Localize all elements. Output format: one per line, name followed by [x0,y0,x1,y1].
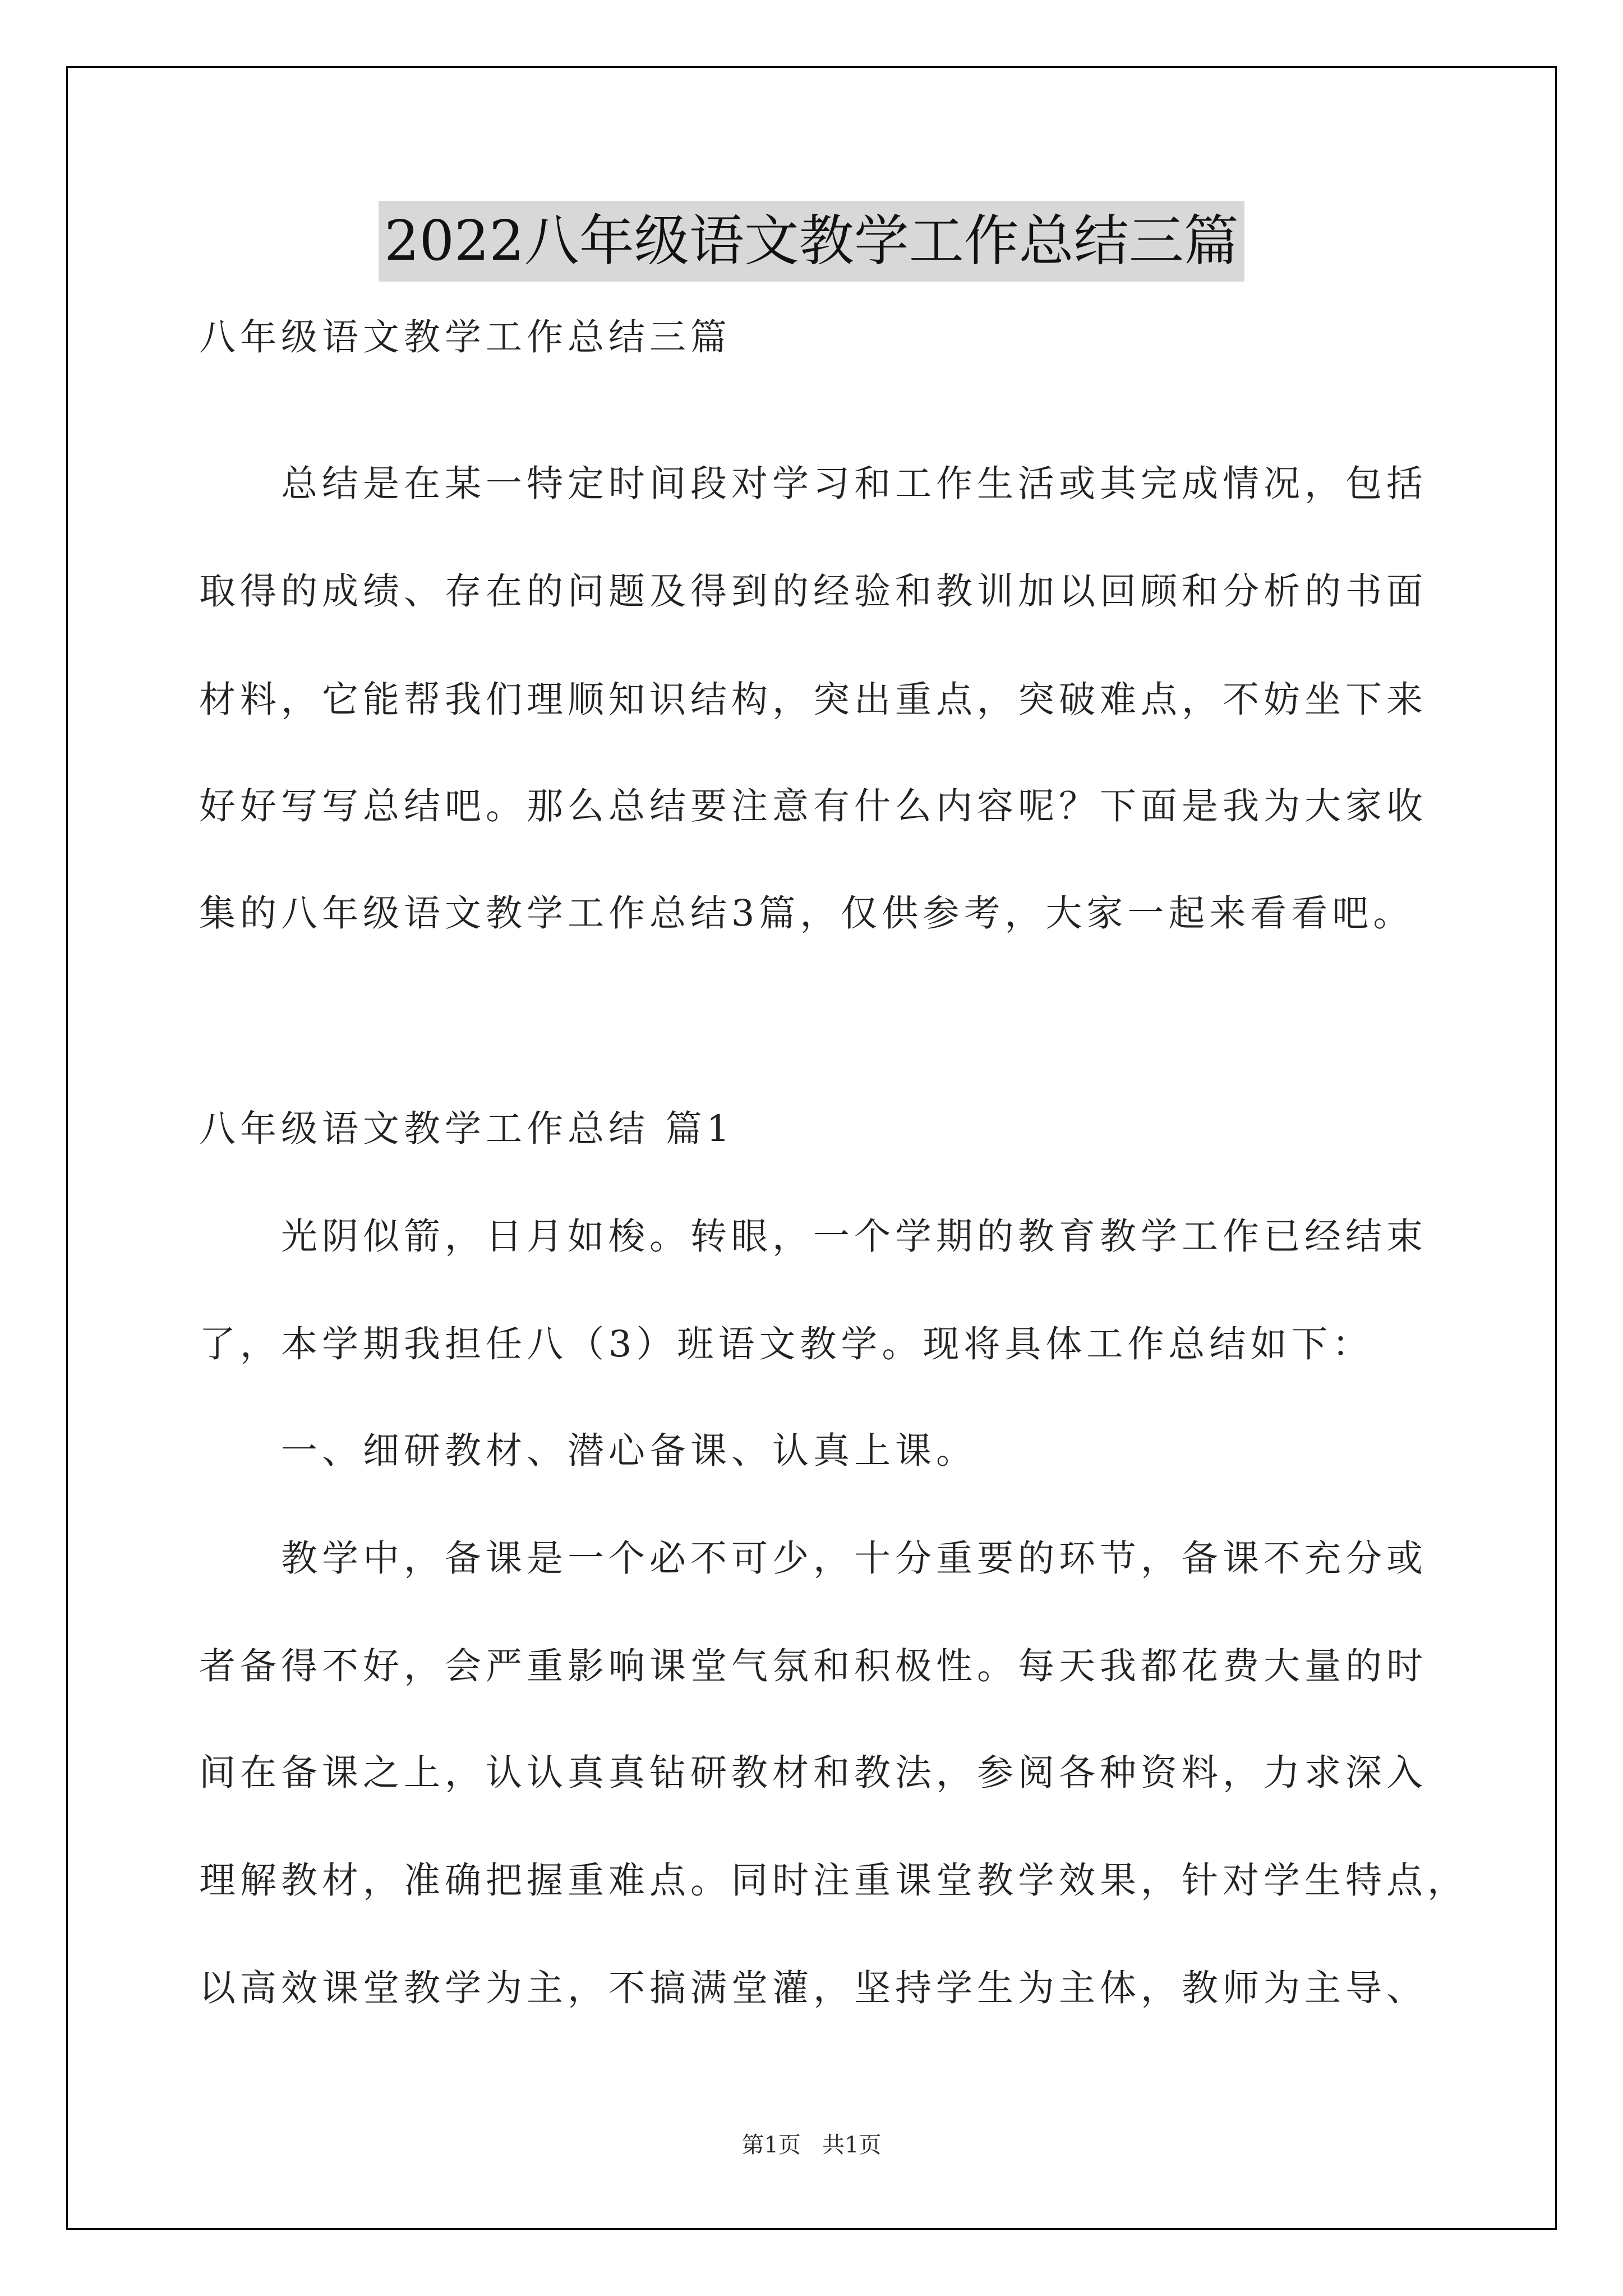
paragraph-line: 以高效课堂教学为主，不搞满堂灌，坚持学生为主体，教师为主导、 [199,1967,1428,2009]
paragraph-line: 理解教材，准确把握重难点。同时注重课堂教学效果，针对学生特点， [199,1860,1469,1902]
page-footer: 第1页 共1页 [741,2132,882,2158]
paragraph-line: 光阴似箭，日月如梭。转眼，一个学期的教育教学工作已经结束 [199,1216,1428,1258]
paragraph-line: 总结是在某一特定时间段对学习和工作生活或其完成情况，包括 [199,463,1428,505]
subtitle-line: 八年级语文教学工作总结三篇 [199,316,732,358]
paragraph-line: 好好写写总结吧。那么总结要注意有什么内容呢？下面是我为大家收 [199,785,1428,827]
paragraph-line: 教学中，备课是一个必不可少，十分重要的环节，备课不充分或 [199,1538,1428,1580]
paragraph-line: 了，本学期我担任八（3）班语文教学。现将具体工作总结如下： [199,1323,1373,1365]
paragraph-line: 取得的成绩、存在的问题及得到的经验和教训加以回顾和分析的书面 [199,570,1428,613]
title-container [0,201,1623,282]
section-heading: 八年级语文教学工作总结 篇1 [199,1108,735,1150]
paragraph-line: 集的八年级语文教学工作总结3篇，仅供参考，大家一起来看看吧。 [199,892,1414,935]
paragraph-line: 者备得不好，会严重影响课堂气氛和积极性。每天我都花费大量的时 [199,1645,1428,1687]
document-title: 2022八年级语文教学工作总结三篇 [379,201,1244,282]
paragraph-line: 间在备课之上，认认真真钻研教材和教法，参阅各种资料，力求深入 [199,1752,1428,1794]
paragraph-line: 一、细研教材、潜心备课、认真上课。 [199,1430,978,1472]
paragraph-line: 材料，它能帮我们理顺知识结构，突出重点，突破难点，不妨坐下来 [199,679,1428,721]
